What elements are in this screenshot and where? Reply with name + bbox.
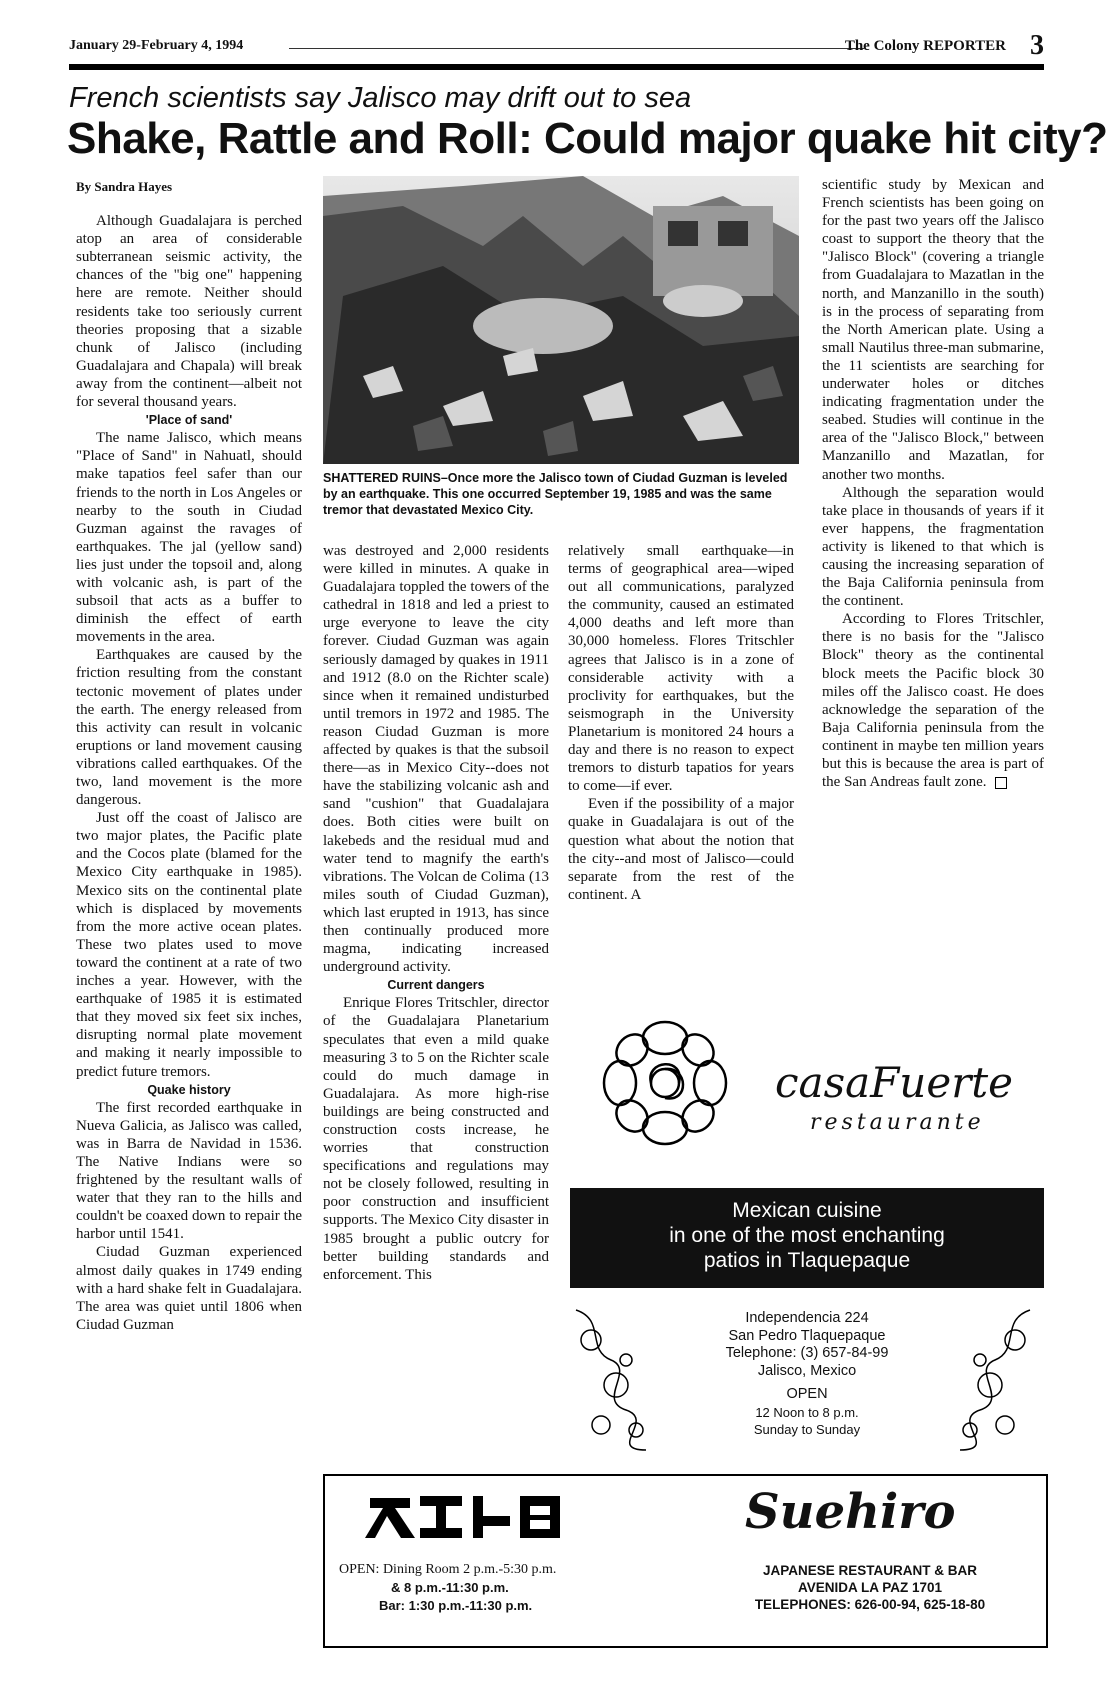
- article-column-4: [822, 176, 1044, 791]
- paragraph-text: According to Flores Tritschler, there is no basis for the "Jalisco Block" theory as the continental block meets the Pacific block 30 miles off the Jalisco coast. He does acknowledge the separation of the Baja California peninsula from the continent in maybe ten million years but this is because the area is part of the San Andreas fault zone.: [822, 611, 1044, 791]
- paragraph: Although Guadalajara is perched atop an area of considerable subterranean seismic activity, the chances of the "big one" happening here are remote. Neither should residents take too seriously current theories proposing that a sizable chunk of Jalisco (including Guadalajara and Chapala) will break away from the continent—albeit not for several thousand years.: [76, 213, 302, 411]
- hours-line: Sunday to Sunday: [753, 1422, 861, 1437]
- header-divider: [69, 64, 1044, 70]
- byline: By Sandra Hayes: [76, 179, 173, 194]
- banner-line: in one of the most enchanting: [669, 1224, 945, 1247]
- info-line: JAPANESE RESTAURANT & BAR: [762, 1563, 978, 1578]
- hours-line: 12 Noon to 8 p.m.: [755, 1404, 859, 1420]
- end-mark-icon: [995, 777, 1007, 789]
- issue-date: January 29-February 4, 1994: [69, 38, 244, 53]
- earthquake-photo: [323, 176, 799, 464]
- headline: Shake, Rattle and Roll: Could major quake hit city?: [67, 114, 1108, 163]
- kicker: French scientists say Jalisco may drift out to sea: [69, 82, 692, 114]
- masthead: [69, 30, 1044, 61]
- restaurant-subtitle: restaurante: [810, 1110, 985, 1135]
- paragraph: Ciudad Guzman experienced almost daily quakes in 1749 ending with a hard shake felt in Guadalajara. The area was quiet until 1806 when Ciudad Guzman: [76, 1244, 302, 1333]
- address-line: San Pedro Tlaquepaque: [728, 1327, 886, 1344]
- paragraph: Even if the possibility of a major quake in Guadalajara is out of the question what about the notion that the city--and most of Jalisco—could separate from the rest of the continent. A: [568, 796, 794, 903]
- info-line: TELEPHONES: 626-00-94, 625-18-80: [754, 1597, 986, 1612]
- subhead-quake-history: Quake history: [147, 1082, 231, 1097]
- subhead-current-dangers: Current dangers: [387, 978, 485, 993]
- cuisine-banner: [570, 1188, 1044, 1288]
- suehiro-ad: [323, 1474, 1048, 1648]
- paragraph: relatively small earthquake—in terms of geographical area—wiped out all communications, paralyzed the community, caused an estimated 4,000 deaths and left more than 30,000 homeless. Flores Tritschler agrees that Jalisco is in a zone of considerable activity with a proclivity for earthquakes, but the seismograph in the University Planetarium is monitored 24 hours a day and there is no reason to expect tremors to disturb tapatios for years to come—if ever.: [568, 543, 794, 795]
- article-column-2: [323, 542, 549, 1284]
- banner-line: patios in Tlaquepaque: [703, 1249, 911, 1272]
- hours-line: OPEN: Dining Room 2 p.m.-5:30 p.m.: [339, 1562, 557, 1577]
- ad-address-block: [670, 1310, 944, 1439]
- hours-line: & 8 p.m.-11:30 p.m.: [391, 1580, 509, 1595]
- paragraph: was destroyed and 2,000 residents were killed in minutes. A quake in Guadalajara toppled the towers of the cathedral in 1818 and led a priest to urge everyone to leave the city forever. Ciudad Guzman was again seriously damaged by quakes in 1911 and 1912 (8.0 on the Richter scale) since when it remained undisturbed until tremors in 1972 and 1985. The reason Ciudad Guzman is more affected by quakes is that the subsoil there—as in Mexico City--does not have the stabilizing volcanic ash and sand "cushion" that Guadalajara does. Both cities were built on lakebeds and the residual mud and water tend to magnify the earth's vibrations. The Volcan de Colima (13 miles south of Ciudad Guzman), which last erupted in 1913, has since then continually produced more magma, indicating increased underground activity.: [323, 543, 549, 976]
- address-line: Independencia 224: [745, 1310, 869, 1326]
- phone-line: Telephone: (3) 657-84-99: [725, 1345, 889, 1361]
- japanese-logo-icon: [365, 1488, 565, 1543]
- restaurant-name: [775, 1058, 1013, 1107]
- info-line: AVENIDA LA PAZ 1701: [797, 1580, 943, 1595]
- rose-logo-icon: [590, 1008, 740, 1158]
- photo-caption: SHATTERED RUINS–Once more the Jalisco town of Ciudad Guzman is leveled by an earthquake. This one occurred September 19, 1985 and was the same tremor that devastated Mexico City.: [323, 471, 788, 517]
- paragraph: The first recorded earthquake in Nueva Galicia, as Jalisco was called, was in Barra de Navidad in 1536. The Native Indians were so frightened by the resultant walls of water that they ran to the hills and couldn't be coaxed down to repair the harbor until 1541.: [76, 1099, 302, 1243]
- page-number: 3: [1030, 30, 1044, 61]
- casa-fuerte-ad: [570, 1000, 1044, 1460]
- masthead-rule: [289, 48, 864, 49]
- name-part-2: Fuerte: [870, 1058, 1014, 1107]
- name-part-1: casa: [775, 1058, 871, 1107]
- subhead-place-of-sand: 'Place of sand': [145, 413, 233, 428]
- paper-name: The Colony REPORTER: [844, 38, 1006, 54]
- article-column-3: [568, 542, 794, 904]
- paragraph: The name Jalisco, which means "Place of Sand" in Nahuatl, should make tapatios feel safer than our friends to the north in Los Angeles or nearby to the south in Ciudad Guzman against the ravages of earthquakes. The jal (yellow sand) lies just under the topsoil and, along with volcanic ash, is part of the subsoil that acts as a buffer to diminish the effect of earth movements in the area.: [76, 430, 302, 646]
- paragraph: Although the separation would take place in thousands of years if it ever happens, the fragmentation activity is likened to that which is causing the increasing separation of the Baja California peninsula from the continent.: [822, 484, 1044, 610]
- paragraph: Enrique Flores Tritschler, director of the Guadalajara Planetarium speculates that even a mild quake measuring 3 to 5 on the Richter scale could do much damage in Guadalajara. As more high-rise buildings are being constructed and construction costs increase, he worries that construction specifications and regulations may not be closely followed, resulting in poor construction and insufficient supports. The Mexico City disaster in 1985 brought a public outcry for better building standards and enforcement. This: [323, 995, 549, 1283]
- banner-line: Mexican cuisine: [732, 1199, 882, 1222]
- paragraph: scientific study by Mexican and French scientists has been going on for the past two years off the Jalisco coast to support the theory that the "Jalisco Block" (covering a triangle from Guadalajara to Mazatlan in the north, and Manzanillo in the south) is in the process of separating from the North American plate. Using a small Nautilus three-man submarine, the 11 scientists are searching for underwater holes or ditches indicating fragmentation under the seabed. Studies will continue in the area of the "Jalisco Block," between Manzanillo and Mazatlan, for another two months.: [822, 177, 1044, 483]
- paragraph: Just off the coast of Jalisco are two major plates, the Pacific plate and the Cocos plate (blamed for the Mexico City earthquake in 1985). Mexico sits on the continental plate which is displaced by movements from the more active ocean plates. These two plates used to move toward the continent at a rate of two inches a year. However, with the earthquake of 1985 it is estimated that they moved six feet six inches, disrupting normal plate movement and making it nearly impossible to predict future tremors.: [76, 810, 302, 1080]
- suehiro-logo: Suehiro: [745, 1484, 956, 1540]
- paragraph: [822, 610, 1044, 791]
- article-column-1: [76, 178, 302, 1334]
- suehiro-hours: [339, 1561, 556, 1615]
- paragraph: Earthquakes are caused by the friction resulting from the constant tectonic movement of plates under the earth. The energy released from this activity can result in volcanic eruptions or land movement causing vibrations called earthquakes. Of the two, land movement is the more dangerous.: [76, 647, 302, 809]
- suehiro-info: [705, 1562, 1035, 1613]
- open-title: OPEN: [786, 1386, 828, 1402]
- address-line: Jalisco, Mexico: [757, 1362, 857, 1379]
- hours-line: Bar: 1:30 p.m.-11:30 p.m.: [379, 1598, 533, 1613]
